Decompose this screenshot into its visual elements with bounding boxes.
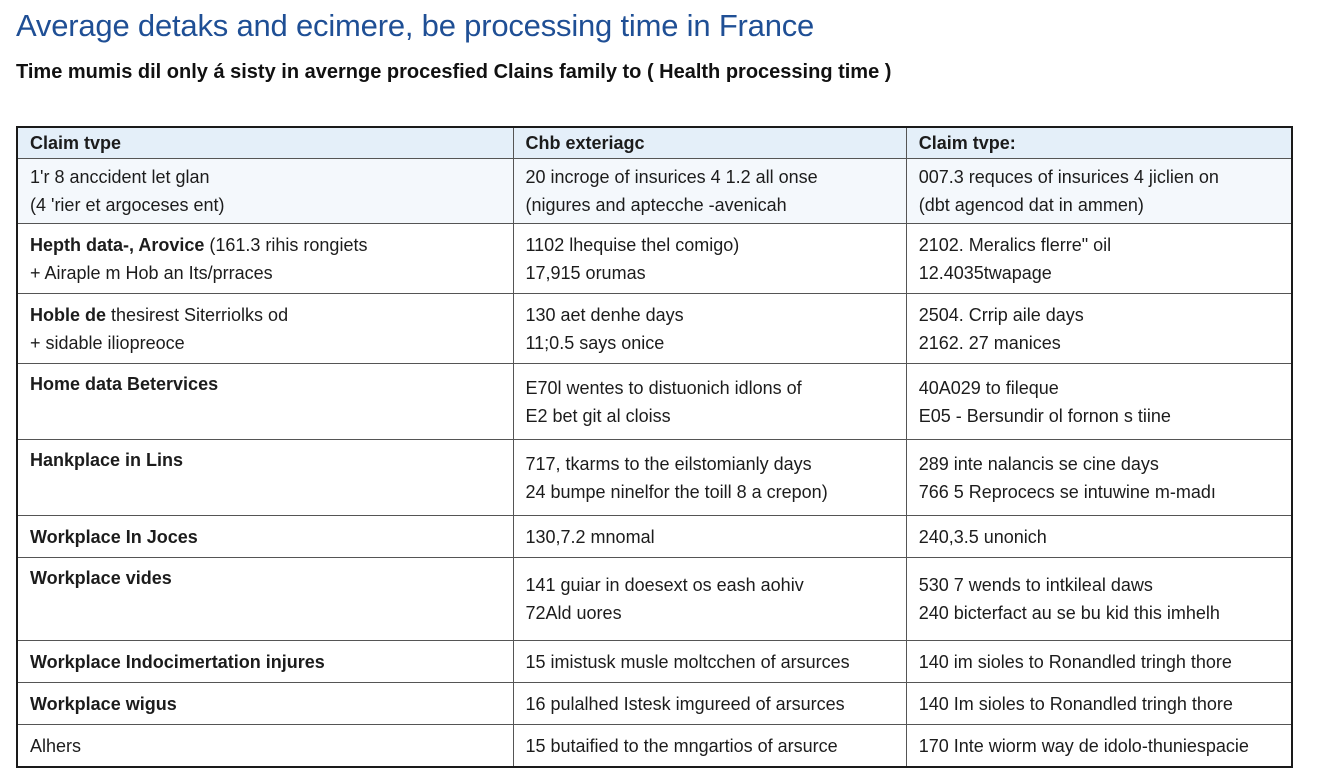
column-header-exteriage: Chb exteriagc xyxy=(513,127,906,159)
claim-type-cell xyxy=(17,558,513,641)
cell-line: 24 bumpe ninelfor the toill 8 a crepon) xyxy=(525,481,828,502)
cell-line: E70l wentes to distuonich idlons of xyxy=(525,377,802,398)
cell-line: 717, tkarms to the eilstomianly days xyxy=(525,453,812,474)
table-row xyxy=(17,683,1292,725)
claim-type-cell xyxy=(17,364,513,440)
value-cell xyxy=(513,159,906,224)
cell-line: + Airaple m Hob an Its/prraces xyxy=(30,262,273,283)
claim-type-label: Hepth data-, Arovice xyxy=(30,234,205,255)
claim-type-cell xyxy=(17,224,513,294)
value-cell xyxy=(906,159,1292,224)
table-row xyxy=(17,725,1292,768)
claim-type-label: Hoble de xyxy=(30,304,107,325)
table-row xyxy=(17,224,1292,294)
table-row xyxy=(17,159,1292,224)
cell-line: E2 bet git al cloiss xyxy=(525,405,671,426)
cell-line: 2162. 27 manices xyxy=(918,332,1061,353)
value-cell xyxy=(906,294,1292,364)
claims-table xyxy=(16,126,1293,768)
page-subtitle: Time mumis dil only á sisty in avernge procesfied Clains family to ( Health processing time ) xyxy=(16,61,892,83)
column-header-claim-type: Claim tvpe xyxy=(17,127,513,159)
table-row xyxy=(17,558,1292,641)
claim-type-cell xyxy=(17,440,513,516)
claim-type-label: Hankplace in Lins xyxy=(30,450,184,470)
page-title: Average detaks and ecimere, be processing time in France xyxy=(16,8,815,43)
value-cell: 15 butaified to the mngartios of arsurce xyxy=(513,725,906,768)
value-cell xyxy=(513,294,906,364)
cell-line: (4 'rier et argoceses ent) xyxy=(30,195,225,215)
cell-line: 17,915 orumas xyxy=(525,262,646,283)
claim-type-cell: Workplace Indocimertation injures xyxy=(17,641,513,683)
table-row xyxy=(17,641,1292,683)
value-cell: 16 pulalhed Istesk imgureed of arsurces xyxy=(513,683,906,725)
cell-line: 289 inte nalancis se cine days xyxy=(918,453,1159,474)
value-cell: 140 im sioles to Ronandled tringh thore xyxy=(906,641,1292,683)
cell-line: 1102 lhequise thel comigo) xyxy=(525,234,740,255)
value-cell xyxy=(513,364,906,440)
cell-line: 20 incroge of insurices 4 1.2 all onse xyxy=(525,167,818,187)
cell-line: + sidable iliopreoce xyxy=(30,332,185,353)
cell-line: 12.4035twapage xyxy=(918,262,1052,283)
table-header-row xyxy=(17,127,1292,159)
value-cell xyxy=(906,558,1292,641)
value-cell: 240,3.5 unonich xyxy=(906,516,1292,558)
claim-type-cell: Workplace wigus xyxy=(17,683,513,725)
cell-line: 240 bicterfact au se bu kid this imhelh xyxy=(918,603,1220,623)
cell-line: 11;0.5 says onice xyxy=(525,332,665,353)
claim-type-cell: Workplace In Joces xyxy=(17,516,513,558)
cell-line: 40A029 to fileque xyxy=(918,377,1059,398)
value-cell xyxy=(906,440,1292,516)
table-row xyxy=(17,294,1292,364)
claim-type-cell xyxy=(17,294,513,364)
value-cell xyxy=(906,224,1292,294)
value-cell: 140 Im sioles to Ronandled tringh thore xyxy=(906,683,1292,725)
cell-line: 766 5 Reprocecs se intuwine m-madı xyxy=(918,481,1216,502)
cell-line: 2504. Crrip aile days xyxy=(918,304,1084,325)
cell-line: 007.3 requces of insurices 4 jiclien on xyxy=(918,167,1219,187)
cell-line: 72Ald uores xyxy=(525,603,622,623)
claim-type-detail: thesirest Siterriolks od xyxy=(106,304,289,325)
table-row xyxy=(17,364,1292,440)
cell-line: 141 guiar in doesext os eash aohiv xyxy=(525,575,804,595)
value-cell xyxy=(513,558,906,641)
cell-line: (nigures and aptecche -avenicah xyxy=(525,195,787,215)
value-cell xyxy=(513,224,906,294)
value-cell: 170 Inte wiorm way de idolo-thuniespacie xyxy=(906,725,1292,768)
claim-type-label: Home data Betervices xyxy=(30,374,219,394)
cell-line: 530 7 wends to intkileal daws xyxy=(918,575,1153,595)
claim-type-cell: Alhers xyxy=(17,725,513,768)
cell-line: (dbt agencod dat in ammen) xyxy=(918,195,1144,215)
cell-line xyxy=(30,231,501,259)
claim-type-detail: (161.3 rihis rongiets xyxy=(204,234,368,255)
value-cell xyxy=(906,364,1292,440)
column-header-claim-type-2: Claim tvpe: xyxy=(906,127,1292,159)
table-row xyxy=(17,440,1292,516)
cell-line: E05 - Bersundir ol fornon s tiine xyxy=(918,405,1171,426)
cell-line: 130 aet denhe days xyxy=(525,304,684,325)
table-row xyxy=(17,516,1292,558)
cell-line: 2102. Meralics flerre" oil xyxy=(918,234,1112,255)
value-cell xyxy=(513,440,906,516)
cell-line: 1'r 8 anccident let glan xyxy=(30,167,210,187)
value-cell: 130,7.2 mnomal xyxy=(513,516,906,558)
value-cell: 15 imistusk musle moltcchen of arsurces xyxy=(513,641,906,683)
claim-type-cell xyxy=(17,159,513,224)
claim-type-label: Workplace vides xyxy=(30,568,172,588)
cell-line xyxy=(30,301,501,329)
